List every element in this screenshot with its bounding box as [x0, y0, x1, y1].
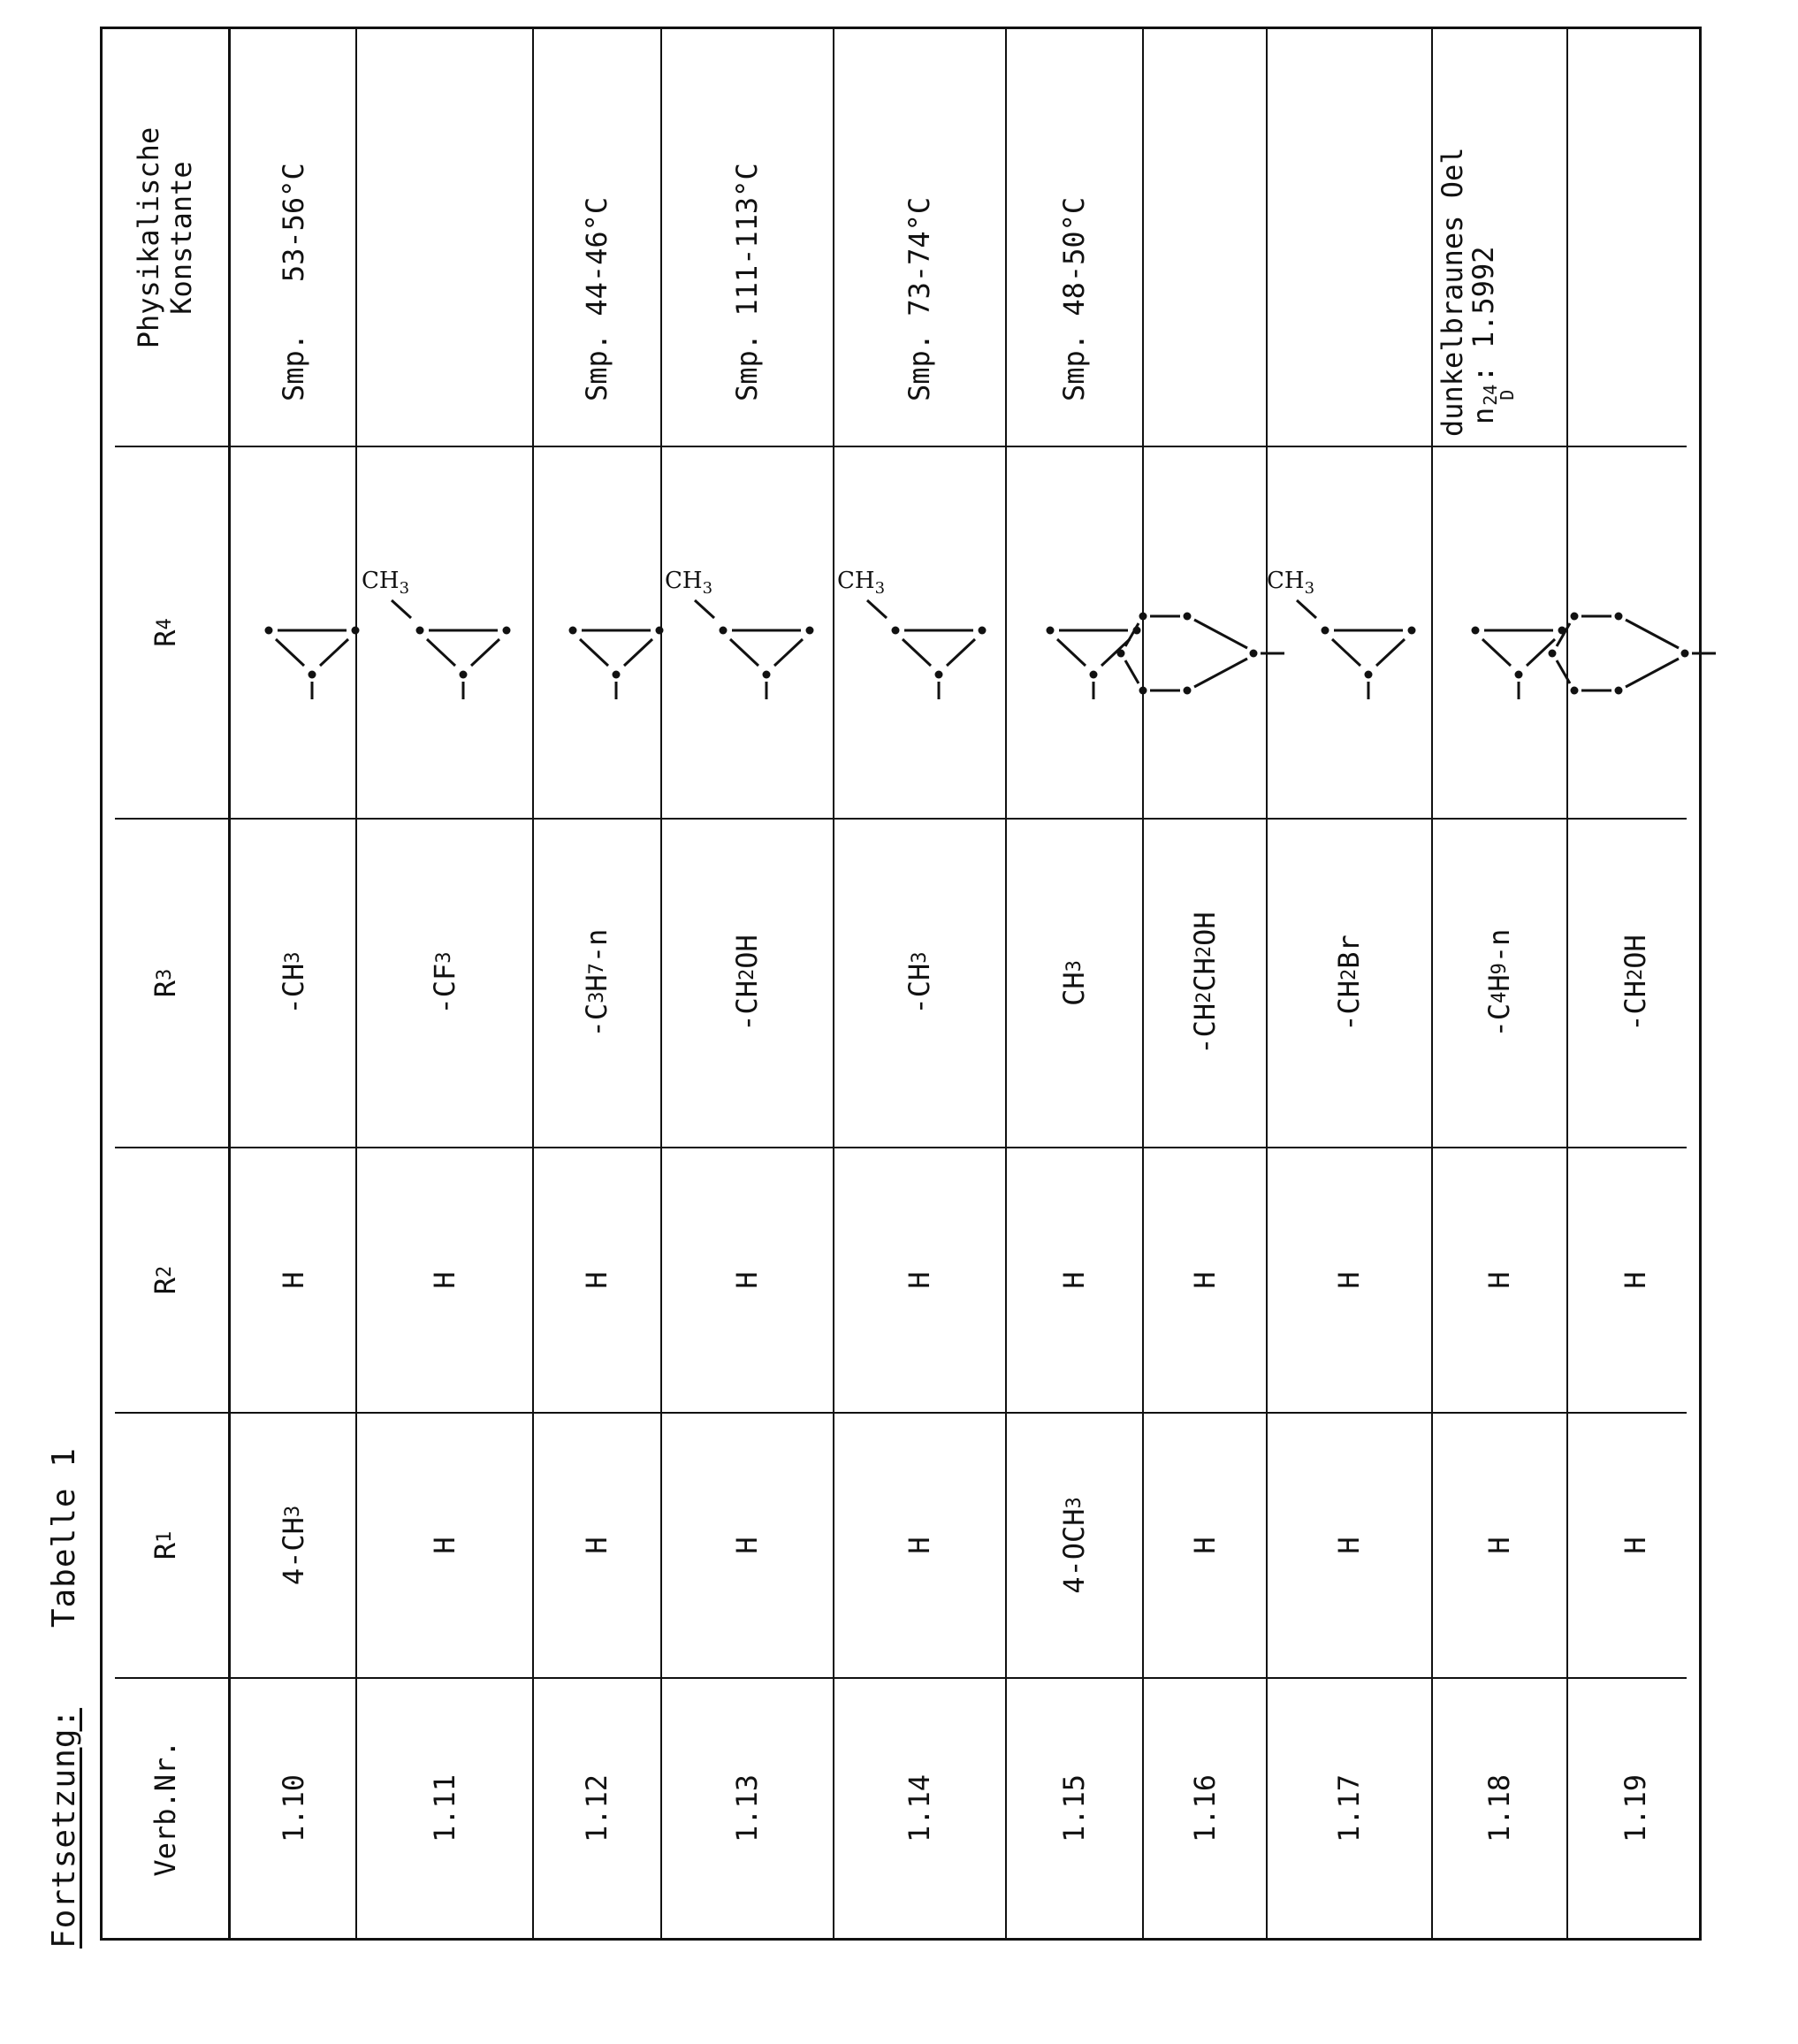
cell-r4: [1567, 447, 1704, 818]
r3-subscript: 3: [282, 951, 305, 964]
r1-value: H: [580, 1537, 614, 1554]
cell-r1: [356, 1414, 533, 1677]
r2-value: H: [1482, 1271, 1517, 1289]
r3-value: CH: [1057, 972, 1092, 1006]
physical-constant-multiline: [1436, 147, 1519, 437]
verb-nr-value: 1.15: [1057, 1773, 1092, 1843]
header-r1-sub: 1: [154, 1530, 177, 1543]
cell-physical-constant: [1143, 30, 1267, 446]
cell-r2: [1143, 1148, 1267, 1412]
cell-verb-nr: [661, 1679, 834, 1938]
r1-value: H: [1332, 1537, 1367, 1554]
header-r4-sub: 4: [154, 618, 177, 630]
svg-text:CH3: $CH_3$: [664, 568, 712, 599]
cell-verb-nr: [533, 1679, 661, 1938]
r2-value: H: [276, 1271, 310, 1289]
cell-r2: [1267, 1148, 1432, 1412]
cell-physical-constant: [533, 30, 661, 446]
cell-physical-constant: [1267, 30, 1432, 446]
r3-value: -CH: [1619, 980, 1653, 1032]
cell-r3: [1432, 820, 1567, 1147]
cyclopropyl-structure-icon: [205, 562, 382, 704]
r1-value: H: [730, 1537, 765, 1554]
header-r4-label: R: [148, 629, 182, 647]
header-r2: [103, 1148, 228, 1412]
physical-constant-value: Smp. 48-50°C: [1057, 196, 1092, 401]
r3-subscript-2: 7: [585, 963, 608, 975]
cell-physical-constant: [1567, 30, 1704, 446]
cell-verb-nr: [1432, 1679, 1567, 1938]
cell-r2: [834, 1148, 1006, 1412]
r3-value-suffix: -n: [580, 928, 614, 964]
cell-r1: [1267, 1414, 1432, 1677]
data-table: [100, 27, 1702, 1941]
r3-value: -CH: [1187, 1003, 1222, 1055]
r2-value: H: [1619, 1271, 1653, 1289]
r2-value: H: [730, 1271, 765, 1289]
verb-nr-value: 1.11: [427, 1773, 461, 1843]
r2-value: H: [1332, 1271, 1367, 1289]
cell-r1: [1432, 1414, 1567, 1677]
cell-r4: [231, 447, 356, 818]
cell-physical-constant: [1006, 30, 1143, 446]
cell-r4: [661, 447, 834, 818]
r3-subscript: 2: [1337, 968, 1360, 980]
verb-nr-value: 1.18: [1482, 1773, 1517, 1843]
refractive-index-symbol: n: [1467, 407, 1501, 424]
r3-value-mid: H: [580, 974, 614, 992]
r3-value: -CF: [427, 963, 461, 1015]
refractive-index-line: D: [1497, 389, 1519, 400]
methylcyclopropyl-structure-icon: [356, 562, 533, 704]
r2-value: H: [1057, 1271, 1092, 1289]
r3-subscript: 2: [735, 968, 758, 980]
r3-subscript-2: 9: [1488, 963, 1511, 975]
r3-value-suffix: Br: [1332, 934, 1367, 969]
header-r1-label: R: [148, 1543, 182, 1560]
cell-r2: [1567, 1148, 1704, 1412]
header-physical-constant: [103, 30, 228, 446]
r1-value: H: [427, 1537, 461, 1554]
svg-text:CH3: $CH_3$: [1266, 568, 1314, 599]
cell-verb-nr: [1143, 1679, 1267, 1938]
r3-value-mid: CH: [1187, 957, 1222, 992]
r1-value: H: [1482, 1537, 1517, 1554]
cell-physical-constant: [231, 30, 356, 446]
r3-value: -C: [580, 1003, 614, 1038]
physical-constant-value: Smp. 44-46°C: [580, 196, 614, 401]
header-r3: [103, 820, 228, 1147]
methylcyclopropyl-structure-icon: [832, 562, 1009, 704]
cell-verb-nr: [1267, 1679, 1432, 1938]
header-r1: [103, 1414, 228, 1677]
cell-physical-constant: [1432, 30, 1567, 446]
r1-value: H: [903, 1537, 937, 1554]
cell-r4: [356, 447, 533, 818]
caption-continuation-label: Fortsetzung:: [46, 1707, 82, 1949]
verb-nr-value: 1.14: [903, 1773, 937, 1843]
cell-r3: [661, 820, 834, 1147]
cell-verb-nr: [1006, 1679, 1143, 1938]
physical-constant-value: Smp. 53-56°C: [276, 163, 310, 401]
cell-r1: [834, 1414, 1006, 1677]
r1-value: H: [1187, 1537, 1222, 1554]
refractive-index-value: : 1.5992: [1467, 246, 1501, 383]
r2-value: H: [427, 1271, 461, 1289]
r3-value-suffix: -n: [1482, 928, 1517, 964]
r1-value: 4-OCH: [1057, 1508, 1092, 1594]
r2-value: H: [903, 1271, 937, 1289]
r3-subscript: 3: [433, 951, 456, 964]
cell-r1: [661, 1414, 834, 1677]
header-phys-line2: Konstante: [164, 161, 198, 315]
cell-physical-constant: [661, 30, 834, 446]
cell-r3: [533, 820, 661, 1147]
verb-nr-value: 1.10: [276, 1773, 310, 1843]
cell-r1: [231, 1414, 356, 1677]
cell-verb-nr: [834, 1679, 1006, 1938]
r1-subscript: 3: [1063, 1497, 1086, 1509]
cell-r2: [1006, 1148, 1143, 1412]
verb-nr-value: 1.12: [580, 1773, 614, 1843]
r2-value: H: [580, 1271, 614, 1289]
cell-r4: [1267, 447, 1432, 818]
header-r3-sub: 3: [154, 968, 177, 980]
r2-value: H: [1187, 1271, 1222, 1289]
verb-nr-value: 1.17: [1332, 1773, 1367, 1843]
cell-verb-nr: [231, 1679, 356, 1938]
r3-subscript-2: 2: [1193, 945, 1216, 958]
cell-physical-constant: [356, 30, 533, 446]
refractive-index-temperature: 24: [1480, 384, 1502, 406]
header-r2-label: R: [148, 1278, 182, 1295]
r1-value: 4-CH: [276, 1517, 310, 1586]
r3-value: -C: [1482, 1003, 1517, 1038]
r3-subscript: 3: [1063, 960, 1086, 972]
r3-value-mid: H: [1482, 974, 1517, 992]
r3-value-suffix: OH: [1619, 934, 1653, 969]
r3-subscript: 2: [1193, 991, 1216, 1003]
cell-verb-nr: [356, 1679, 533, 1938]
cell-r2: [661, 1148, 834, 1412]
cyclohexyl-structure-icon: [1539, 562, 1733, 704]
cell-r4: [533, 447, 661, 818]
cell-r3: [834, 820, 1006, 1147]
cell-r3: [1006, 820, 1143, 1147]
table-caption: [46, 1447, 82, 1949]
cell-r2: [231, 1148, 356, 1412]
verb-nr-value: 1.16: [1187, 1773, 1222, 1843]
cell-r4: [834, 447, 1006, 818]
header-r2-sub: 2: [154, 1265, 177, 1278]
cell-r3: [1267, 820, 1432, 1147]
cell-r1: [1567, 1414, 1704, 1677]
r3-value-suffix: OH: [730, 934, 765, 969]
caption-table-name: Tabelle 1: [46, 1447, 82, 1628]
cell-r3: [1143, 820, 1267, 1147]
physical-constant-value: Smp. 111-113°C: [730, 163, 765, 401]
verb-nr-value: 1.13: [730, 1773, 765, 1843]
cell-r2: [533, 1148, 661, 1412]
refractive-index-indices: [1480, 384, 1519, 406]
physical-constant-value: Smp. 73-74°C: [903, 196, 937, 401]
r3-value: -CH: [903, 963, 937, 1015]
svg-text:CH3: $CH_3$: [836, 568, 885, 599]
cell-r1: [533, 1414, 661, 1677]
cell-physical-constant: [834, 30, 1006, 446]
header-verb-nr: [103, 1679, 228, 1938]
r1-subscript: 3: [282, 1505, 305, 1518]
r1-value: H: [1619, 1537, 1653, 1554]
r3-value: -CH: [730, 980, 765, 1032]
cell-r3: [1567, 820, 1704, 1147]
r3-subscript: 4: [1488, 991, 1511, 1003]
cell-r1: [1143, 1414, 1267, 1677]
cell-r2: [356, 1148, 533, 1412]
r3-subscript: 3: [908, 951, 931, 964]
methylcyclopropyl-structure-icon: [659, 562, 836, 704]
header-phys-line1: Physikalische: [132, 126, 166, 349]
cell-r3: [356, 820, 533, 1147]
r3-value: -CH: [1332, 980, 1367, 1032]
r3-value-suffix: OH: [1187, 911, 1222, 946]
cell-r2: [1432, 1148, 1567, 1412]
header-verb-nr-label: Verb.Nr.: [148, 1740, 182, 1877]
cell-r3: [231, 820, 356, 1147]
r3-subscript: 3: [585, 991, 608, 1003]
r3-value: -CH: [276, 963, 310, 1015]
header-r3-label: R: [148, 980, 182, 998]
verb-nr-value: 1.19: [1619, 1773, 1653, 1843]
svg-text:CH3: $CH_3$: [362, 568, 410, 599]
r3-subscript: 2: [1624, 968, 1647, 980]
physical-constant-value: dunkelbraunes Oel: [1436, 147, 1469, 437]
cell-verb-nr: [1567, 1679, 1704, 1938]
refractive-index: [1467, 246, 1519, 437]
cell-r1: [1006, 1414, 1143, 1677]
cell-r4: [1143, 447, 1267, 818]
